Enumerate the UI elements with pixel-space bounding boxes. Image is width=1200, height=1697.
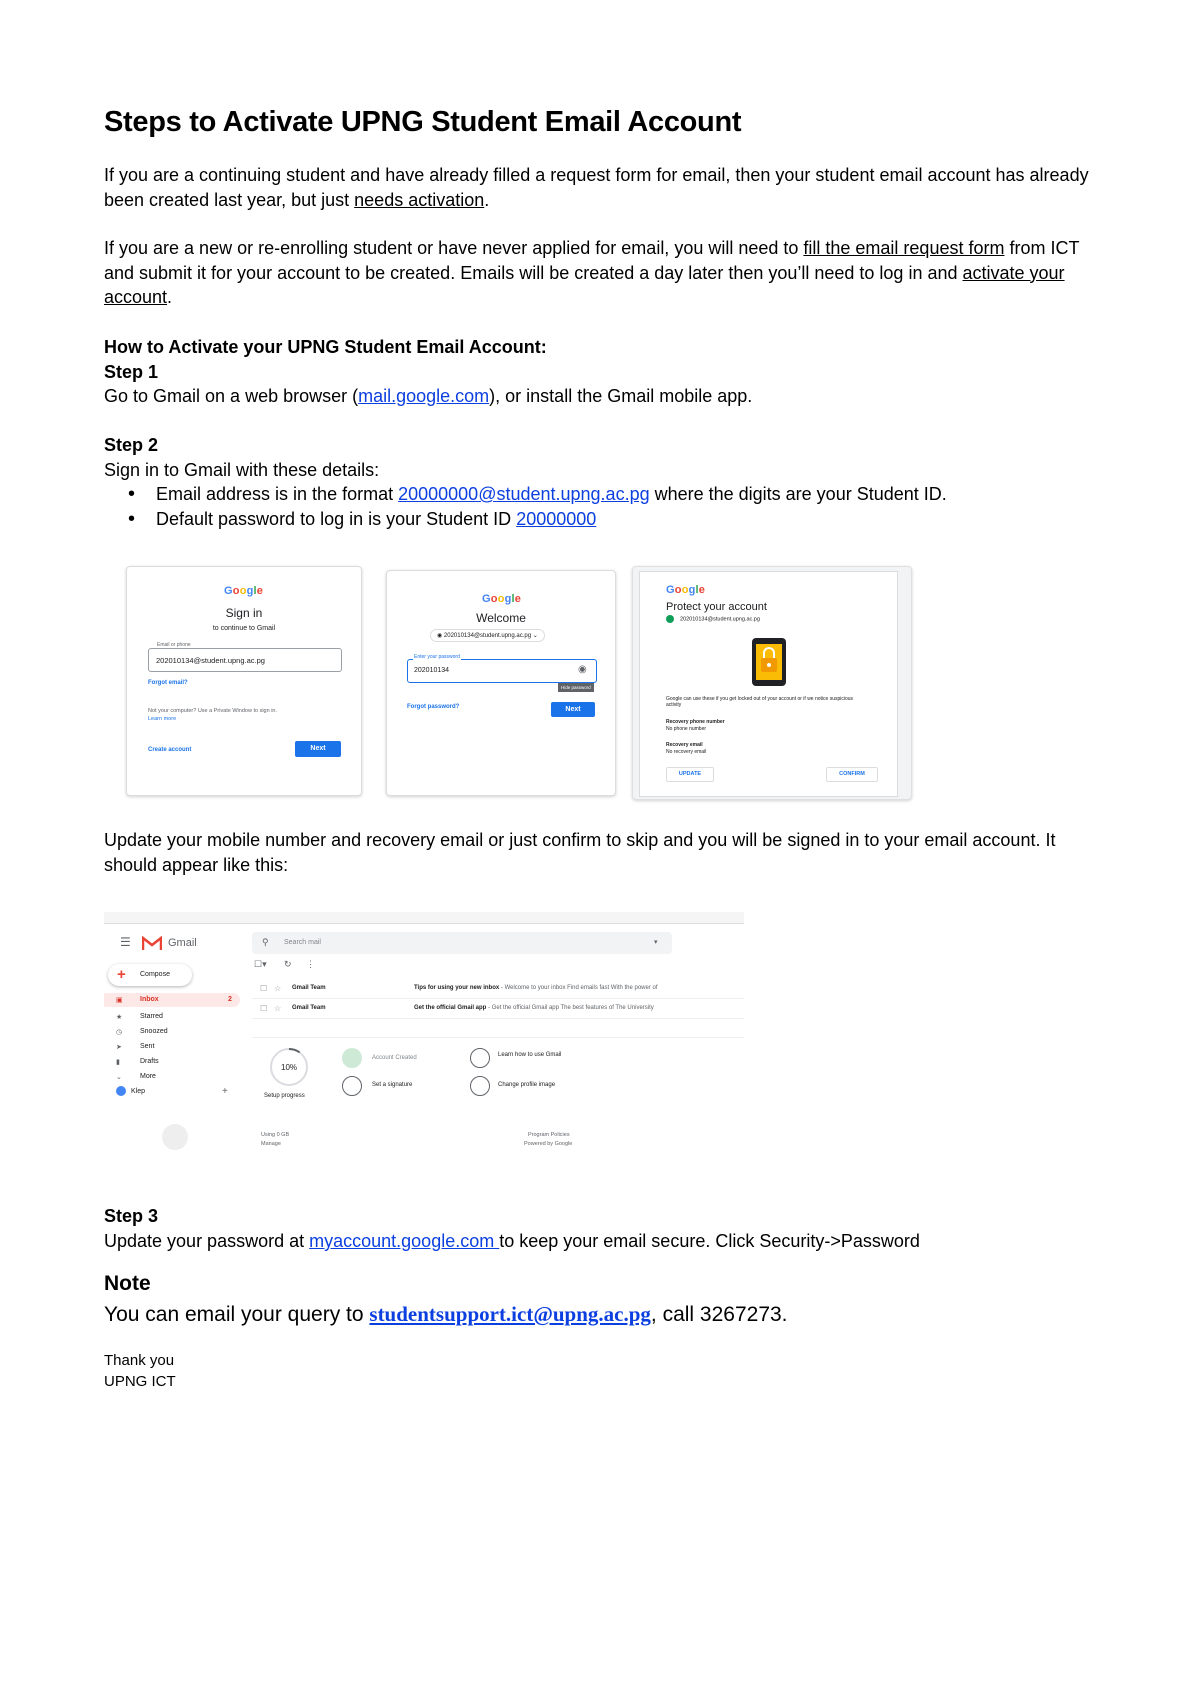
google-logo: Google	[224, 585, 264, 597]
update-button[interactable]: UPDATE	[666, 767, 714, 782]
bullet1-text: Email address is in the format	[156, 484, 399, 504]
gmail-brand: Gmail	[168, 937, 197, 949]
phone-lock-icon	[743, 636, 795, 688]
account-chip-email: 202010134@student.upng.ac.pg	[443, 633, 532, 639]
email-subject-line	[414, 1005, 654, 1011]
pencil-icon[interactable]	[342, 1076, 362, 1096]
confirm-button[interactable]: CONFIRM	[826, 767, 878, 782]
row-checkbox[interactable]: ☐	[260, 984, 268, 993]
sidebar-item-inbox[interactable]	[104, 993, 240, 1007]
bullet-email-format	[104, 482, 947, 507]
learn-more-link[interactable]: Learn more	[148, 716, 177, 722]
support-email-link[interactable]: studentsupport.ict@upng.ac.pg	[369, 1302, 651, 1326]
send-icon: ➤	[116, 1044, 122, 1051]
email-subject-line	[414, 985, 658, 991]
forgot-email-link[interactable]: Forgot email?	[148, 680, 188, 686]
step1-text	[104, 384, 1099, 409]
step1-heading: Step 1	[104, 362, 159, 382]
protect-account-email: 202010134@student.upng.ac.pg	[680, 616, 760, 623]
intro-continuing-text: If you are a continuing student and have already filled a request form for email, then your student email account has already been created last year, but just	[104, 165, 1089, 210]
myaccount-link[interactable]: myaccount.google.com	[309, 1231, 500, 1251]
refresh-icon[interactable]: ↻	[284, 959, 292, 969]
student-id-link[interactable]: 20000000	[516, 509, 597, 529]
welcome-screenshot	[386, 570, 616, 796]
document-title: Steps to Activate UPNG Student Email Account	[104, 106, 742, 138]
email-snippet: - Get the official Gmail app The best features of The University	[486, 1005, 654, 1011]
recovery-phone-label: Recovery phone number	[666, 719, 725, 725]
intro-new-text-2: from ICT and submit it for your account to be created. Emails will be created a day later then you’ll need to log in and	[104, 238, 1080, 283]
password-input-value: 202010134	[414, 667, 450, 674]
user-name[interactable]: Klep	[131, 1088, 146, 1095]
forgot-password-link[interactable]: Forgot password?	[407, 704, 460, 710]
step1-text-a: Go to Gmail on a web browser (	[104, 386, 359, 406]
email-sender: Gmail Team	[292, 1005, 326, 1011]
hide-password-tooltip: Hide password	[558, 683, 594, 692]
sidebar-item-snoozed[interactable]: Snoozed	[140, 1028, 168, 1035]
step2-heading: Step 2	[104, 435, 159, 455]
step1-text-b: ), or install the Gmail mobile app.	[489, 386, 753, 406]
signature-text: UPNG ICT	[104, 1373, 176, 1390]
storage-usage: Using 0 GB	[261, 1132, 290, 1138]
protect-screenshot	[632, 566, 912, 800]
step3-heading: Step 3	[104, 1206, 159, 1226]
note-text-a: You can email your query to	[104, 1303, 370, 1326]
sidebar-item-sent[interactable]: Sent	[140, 1043, 155, 1050]
step3-text-b: to keep your email secure. Click Security->Password	[499, 1231, 920, 1251]
chevron-down-icon: ⌄	[116, 1074, 122, 1081]
task-change-profile[interactable]: Change profile image	[498, 1082, 556, 1088]
intro-continuing	[104, 163, 1099, 212]
period: .	[484, 189, 490, 210]
protect-panel	[639, 571, 898, 797]
account-icon: ◉	[437, 633, 444, 639]
bullet-default-password	[104, 507, 947, 532]
sidebar-item-drafts[interactable]: Drafts	[140, 1058, 159, 1065]
inbox-count: 2	[228, 996, 232, 1003]
protect-title: Protect your account	[666, 601, 767, 613]
needs-activation-link[interactable]: needs activation	[354, 189, 485, 210]
eye-icon[interactable]: ◉	[578, 664, 587, 675]
account-chip[interactable]	[430, 629, 545, 642]
password-input[interactable]	[407, 654, 597, 683]
recovery-email-value: No recovery email	[666, 749, 707, 755]
program-policies-link[interactable]: Program Policies	[528, 1132, 570, 1138]
powered-by: Powered by Google	[524, 1141, 573, 1147]
gmail-screenshot	[104, 912, 744, 1174]
intro-new-text: If you are a new or re-enrolling student or have never applied for email, you will need to	[104, 238, 804, 258]
compose-label: Compose	[140, 971, 170, 978]
sidebar-item-more[interactable]: More	[140, 1073, 156, 1080]
email-subject: Tips for using your new inbox	[414, 985, 500, 991]
graduation-cap-icon[interactable]	[470, 1048, 490, 1068]
chevron-down-icon: ⌄	[531, 633, 538, 639]
search-options-icon[interactable]: ▾	[654, 939, 658, 946]
search-input[interactable]: Search mail	[284, 939, 321, 946]
star-icon[interactable]: ☆	[274, 1004, 282, 1013]
recovery-phone-value: No phone number	[666, 726, 707, 732]
avatar	[666, 615, 674, 623]
welcome-next-button[interactable]: Next	[551, 702, 595, 717]
note-heading: Note	[104, 1272, 151, 1295]
step3-text-a: Update your password at	[104, 1231, 310, 1251]
more-options-icon[interactable]: ⋮	[306, 959, 315, 969]
signin-title: Sign in	[225, 606, 263, 620]
email-input-value: 202010134@student.upng.ac.pg	[156, 656, 265, 665]
hangouts-icon[interactable]	[162, 1124, 188, 1150]
protect-account	[666, 615, 760, 623]
step2-bullets	[104, 482, 947, 532]
email-request-form-link[interactable]: fill the email request form	[803, 238, 1005, 258]
email-snippet: - Welcome to your inbox Find emails fast With the power of	[499, 985, 658, 991]
task-learn-gmail[interactable]: Learn how to use Gmail	[498, 1052, 562, 1058]
recovery-email-label: Recovery email	[666, 742, 703, 748]
compose-button[interactable]	[108, 964, 192, 986]
google-logo: Google	[482, 593, 522, 605]
activate-account-link[interactable]: activate your account	[104, 262, 1065, 307]
avatar[interactable]	[116, 1086, 126, 1096]
update-instructions: Update your mobile number and recovery email or just confirm to skip and you will be signed in to your email account. It should appear like this:	[104, 830, 1056, 875]
email-input-label: Email or phone	[157, 642, 191, 648]
thanks-text: Thank you	[104, 1352, 175, 1369]
welcome-title: Welcome	[476, 611, 526, 625]
email-input[interactable]	[148, 642, 342, 672]
signin-subtitle: to continue to Gmail	[212, 625, 276, 632]
profile-icon[interactable]	[470, 1076, 490, 1096]
inbox-icon: ▣	[116, 997, 123, 1004]
search-bar[interactable]	[252, 932, 672, 954]
how-to-heading: How to Activate your UPNG Student Email Account:	[104, 337, 547, 357]
setup-label: Setup progress	[264, 1093, 305, 1099]
search-icon: ⚲	[262, 937, 269, 947]
gmail-logo-icon	[142, 936, 162, 951]
row-checkbox[interactable]: ☐	[260, 1004, 268, 1013]
manage-link[interactable]: Manage	[261, 1141, 281, 1147]
plus-icon: +	[117, 966, 126, 983]
add-icon[interactable]: +	[222, 1086, 228, 1097]
star-icon: ★	[116, 1014, 123, 1021]
sidebar-item-starred[interactable]: Starred	[140, 1013, 163, 1020]
password-input-label: Enter your password	[414, 654, 460, 660]
task-set-signature[interactable]: Set a signature	[372, 1082, 413, 1088]
setup-percent: 10%	[281, 1063, 298, 1072]
note-text-b: , call 3267273.	[650, 1303, 788, 1326]
email-format-link[interactable]: 20000000@student.upng.ac.pg	[398, 484, 650, 504]
inbox-label: Inbox	[140, 996, 159, 1003]
signin-next-button[interactable]: Next	[295, 741, 341, 757]
select-checkbox[interactable]: ☐▾	[254, 959, 267, 969]
star-icon[interactable]: ☆	[274, 984, 282, 993]
signin-screenshot	[126, 566, 362, 796]
intro-new	[104, 236, 1099, 310]
private-window-note: Not your computer? Use a Private Window to sign in.	[148, 708, 278, 714]
task-account-created: Account Created	[372, 1055, 417, 1061]
period: .	[167, 287, 173, 307]
file-icon: ▮	[116, 1059, 120, 1066]
protect-desc: Google can use these if you get locked out of your account or if we notice suspicious activity	[666, 696, 854, 708]
google-logo: Google	[666, 584, 706, 596]
create-account-link[interactable]: Create account	[148, 747, 192, 753]
setup-panel	[252, 1037, 744, 1108]
menu-icon[interactable]: ☰	[120, 935, 131, 949]
gmail-link[interactable]: mail.google.com	[358, 386, 490, 406]
email-subject: Get the official Gmail app	[414, 1005, 487, 1011]
clock-icon: ◷	[116, 1029, 123, 1036]
note-text	[104, 1302, 788, 1327]
email-row[interactable]	[252, 999, 744, 1019]
check-icon	[342, 1048, 362, 1068]
step3-text	[104, 1229, 1099, 1254]
email-row[interactable]	[252, 979, 744, 999]
browser-toolbar	[104, 912, 744, 924]
bullet1-text-b: where the digits are your Student ID.	[649, 484, 947, 504]
bullet2-text: Default password to log in is your Student ID	[156, 509, 517, 529]
email-sender: Gmail Team	[292, 985, 326, 991]
step2-intro: Sign in to Gmail with these details:	[104, 460, 380, 480]
